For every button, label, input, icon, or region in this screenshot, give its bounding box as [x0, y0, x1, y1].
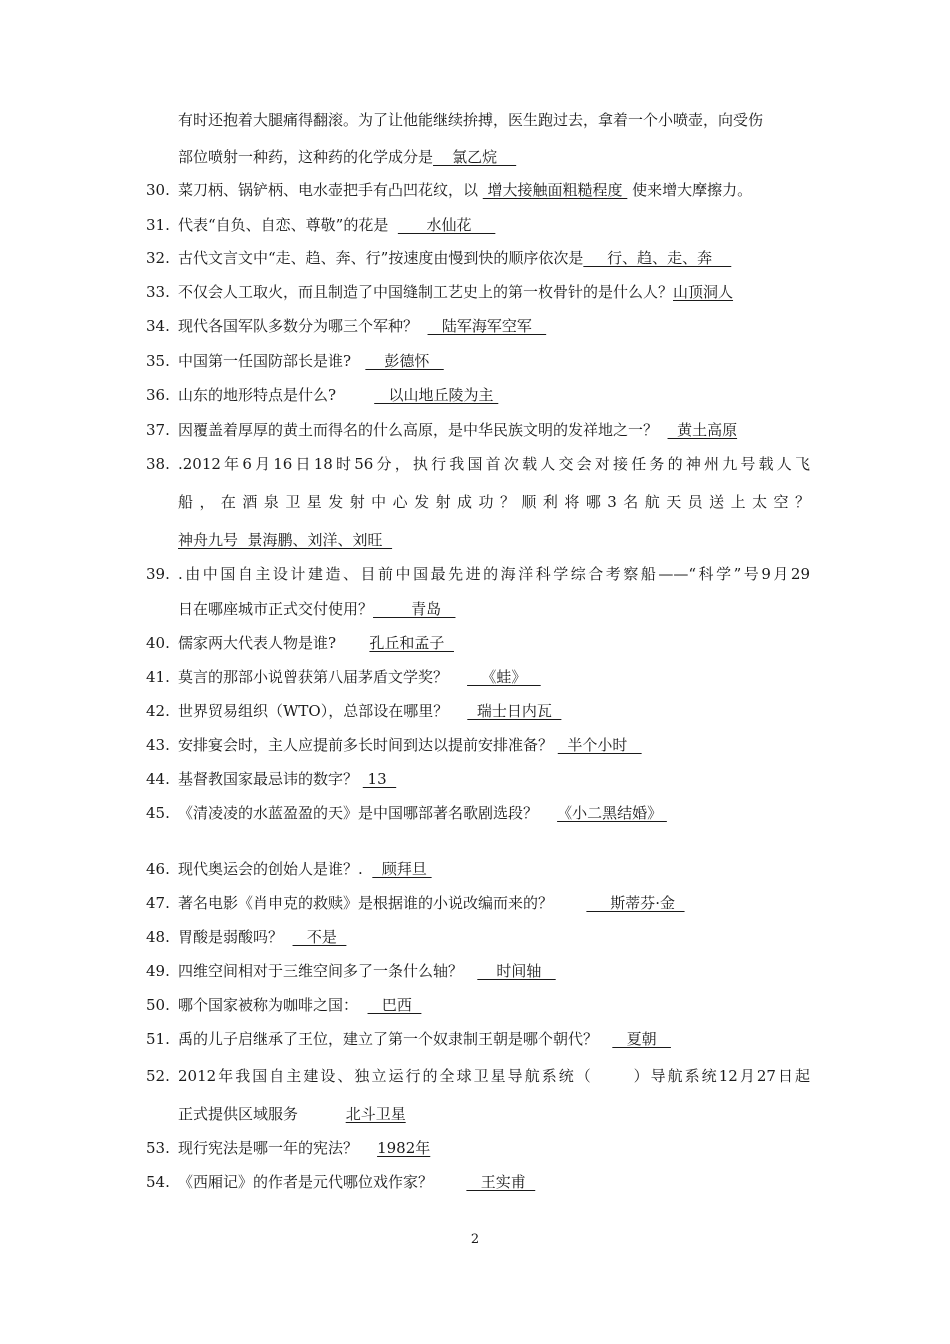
question-prompt: 现代奥运会的创始人是谁？.: [178, 860, 373, 878]
answer-blank: 黄土高原: [667, 421, 738, 439]
question-number: 31.: [146, 216, 170, 234]
question-prompt: 部位喷射一种药，这种药的化学成分是: [178, 148, 434, 166]
question-prompt: 古代文言文中“走、趋、奔、行”按速度由慢到快的顺序依次是: [178, 249, 584, 267]
question-prompt: 基督教国家最忌讳的数字？: [178, 770, 363, 788]
question-number: 43.: [146, 736, 170, 754]
question-number: 39.: [146, 565, 170, 583]
question-line: [146, 988, 810, 1022]
question-text: [178, 886, 810, 920]
question-prompt: 2012年我国自主建设、独立运行的全球卫星导航系统（ ）导航系统12月27日起: [178, 1067, 810, 1085]
question-prompt: 《清凌凌的水蓝盈盈的天》是中国哪部著名歌剧选段？: [178, 804, 558, 822]
question-prompt: 现行宪法是哪一年的宪法？: [178, 1139, 378, 1157]
answer-blank: 半个小时: [557, 736, 642, 754]
question-text: [178, 1165, 810, 1199]
question-text: [178, 413, 810, 447]
question-text: [178, 103, 810, 137]
question-line: [146, 485, 810, 519]
question-prompt: 著名电影《肖申克的救赎》是根据谁的小说改编而来的？: [178, 894, 587, 912]
question-prompt: 正式提供区域服务: [178, 1105, 346, 1123]
question-number: 45.: [146, 804, 170, 822]
question-line: [146, 1059, 810, 1093]
question-prompt: .由中国自主设计建造、目前中国最先进的海洋科学综合考察船——“科学”号9月29: [178, 565, 810, 583]
question-number: 53.: [146, 1139, 170, 1157]
question-number: 47.: [146, 894, 170, 912]
question-text: [178, 344, 810, 378]
question-text: [178, 626, 810, 660]
question-text: [178, 762, 810, 796]
question-text: [178, 208, 810, 242]
answer-blank: 山顶洞人: [673, 283, 734, 301]
question-text: [178, 241, 810, 275]
question-number: 36.: [146, 386, 170, 404]
question-prompt: .2012年6月16日18时56分，执行我国首次载人交会对接任务的神州九号载人飞: [178, 455, 810, 473]
question-prompt: 因覆盖着厚厚的黄土而得名的什么高原，是中华民族文明的发祥地之一？: [178, 421, 668, 439]
question-text: [178, 275, 810, 309]
answer-blank: 顾拜旦: [372, 860, 432, 878]
question-line: [146, 309, 810, 343]
question-line: [146, 557, 810, 591]
question-text: [178, 1059, 810, 1093]
answer-blank: 增大接触面粗糙程度: [482, 181, 628, 199]
question-prompt: 哪个国家被称为咖啡之国：: [178, 996, 368, 1014]
answer-blank: 氯乙烷: [433, 148, 517, 166]
question-line: [146, 344, 810, 378]
page-number: 2: [470, 1232, 480, 1247]
question-line: [146, 173, 810, 207]
question-text: [178, 1022, 810, 1056]
question-line: [146, 413, 810, 447]
question-text: [178, 660, 810, 694]
answer-blank: 青岛: [373, 600, 456, 618]
question-line: [146, 886, 810, 920]
answer-blank: 不是: [292, 928, 347, 946]
question-number: 41.: [146, 668, 170, 686]
question-line: [146, 592, 810, 626]
question-number: 35.: [146, 352, 170, 370]
question-number: 51.: [146, 1030, 170, 1048]
question-number: 32.: [146, 249, 170, 267]
question-text: [178, 728, 810, 762]
question-text: [178, 796, 810, 830]
answer-blank: 《小二黑结婚》: [557, 804, 667, 822]
question-number: 40.: [146, 634, 170, 652]
question-text: [178, 557, 810, 591]
question-text: [178, 309, 810, 343]
question-line: [146, 1022, 810, 1056]
question-prompt: 《西厢记》的作者是元代哪位戏作家？: [178, 1173, 467, 1191]
question-prompt: 莫言的那部小说曾获第八届茅盾文学奖？: [178, 668, 468, 686]
question-prompt: 山东的地形特点是什么?: [178, 386, 375, 404]
question-line: [146, 241, 810, 275]
answer-blank: 斯蒂芬·金: [586, 894, 685, 912]
question-line: [146, 796, 810, 830]
question-text: [178, 920, 810, 954]
question-line: [146, 1165, 810, 1199]
question-number: 50.: [146, 996, 170, 1014]
question-line: [146, 762, 810, 796]
answer-blank: 神舟九号 景海鹏、刘洋、刘旺: [178, 531, 393, 549]
answer-blank: 13: [362, 770, 397, 788]
question-prompt: 禹的儿子启继承了王位，建立了第一个奴隶制王朝是哪个朝代？: [178, 1030, 613, 1048]
question-line: [146, 140, 810, 174]
answer-blank: 瑞士日内瓦: [467, 702, 562, 720]
question-prompt: 四维空间相对于三维空间多了一条什么轴？: [178, 962, 478, 980]
question-number: 33.: [146, 283, 170, 301]
answer-blank: 1982年: [377, 1139, 431, 1157]
question-line: [146, 728, 810, 762]
question-line: [146, 852, 810, 886]
question-text: [178, 140, 810, 174]
question-line: [146, 954, 810, 988]
question-line: [146, 275, 810, 309]
question-number: 30.: [146, 181, 170, 199]
answer-blank: 孔丘和孟子: [369, 634, 454, 652]
question-line: [146, 378, 810, 412]
question-number: 52.: [146, 1067, 170, 1085]
question-text: [178, 173, 810, 207]
question-prompt: 安排宴会时，主人应提前多长时间到达以提前安排准备？: [178, 736, 558, 754]
question-number: 42.: [146, 702, 170, 720]
question-prompt: 中国第一任国防部长是谁?: [178, 352, 366, 370]
question-number: 49.: [146, 962, 170, 980]
question-suffix: 使来增大摩擦力。: [627, 181, 753, 199]
question-text: [178, 523, 810, 557]
answer-blank: 巴西: [367, 996, 422, 1014]
question-prompt: 儒家两大代表人物是谁?: [178, 634, 370, 652]
question-prompt: 现代各国军队多数分为哪三个军种？: [178, 317, 428, 335]
question-prompt: 菜刀柄、锅铲柄、电水壶把手有凸凹花纹，以: [178, 181, 483, 199]
question-prompt: 胃酸是弱酸吗？: [178, 928, 293, 946]
answer-blank: 以山地丘陵为主: [374, 386, 499, 404]
question-line: [146, 523, 810, 557]
question-text: [178, 852, 810, 886]
question-text: [178, 378, 810, 412]
question-line: [146, 694, 810, 728]
question-prompt: 船，在酒泉卫星发射中心发射成功？顺利将哪3名航天员送上太空？: [178, 493, 810, 511]
question-line: [146, 1131, 810, 1165]
question-number: 37.: [146, 421, 170, 439]
question-prompt: 日在哪座城市正式交付使用？: [178, 600, 374, 618]
question-text: [178, 988, 810, 1022]
question-line: [146, 660, 810, 694]
question-line: [146, 626, 810, 660]
question-text: [178, 485, 810, 519]
answer-blank: 彭德怀: [365, 352, 444, 370]
question-number: 38.: [146, 455, 170, 473]
question-line: [146, 208, 810, 242]
question-number: 46.: [146, 860, 170, 878]
question-prompt: 不仅会人工取火，而且制造了中国缝制工艺史上的第一枚骨针的是什么人？: [178, 283, 674, 301]
question-text: [178, 447, 810, 481]
answer-blank: 王实甫: [466, 1173, 536, 1191]
question-prompt: 世界贸易组织（WTO），总部设在哪里？: [178, 702, 468, 720]
question-number: 54.: [146, 1173, 170, 1191]
answer-blank: 《蛙》: [467, 668, 541, 686]
question-text: [178, 1097, 810, 1131]
answer-blank: 北斗卫星: [345, 1105, 406, 1123]
question-text: [178, 694, 810, 728]
question-text: [178, 954, 810, 988]
answer-blank: 行、趋、走、奔: [583, 249, 732, 267]
question-number: 34.: [146, 317, 170, 335]
question-line: [146, 103, 810, 137]
question-text: [178, 592, 810, 626]
answer-blank: 陆军海军空军: [427, 317, 547, 335]
answer-blank: 水仙花: [397, 216, 496, 234]
question-line: [146, 1097, 810, 1131]
answer-blank: 时间轴: [477, 962, 556, 980]
question-number: 48.: [146, 928, 170, 946]
question-line: [146, 447, 810, 481]
question-prompt: 代表“自负、自恋、尊敬”的花是: [178, 216, 398, 234]
question-text: [178, 1131, 810, 1165]
question-number: 44.: [146, 770, 170, 788]
question-prompt: 有时还抱着大腿痛得翻滚。为了让他能继续拚搏，医生跑过去，拿着一个小喷壶，向受伤: [178, 111, 764, 129]
answer-blank: 夏朝: [612, 1030, 671, 1048]
question-line: [146, 920, 810, 954]
